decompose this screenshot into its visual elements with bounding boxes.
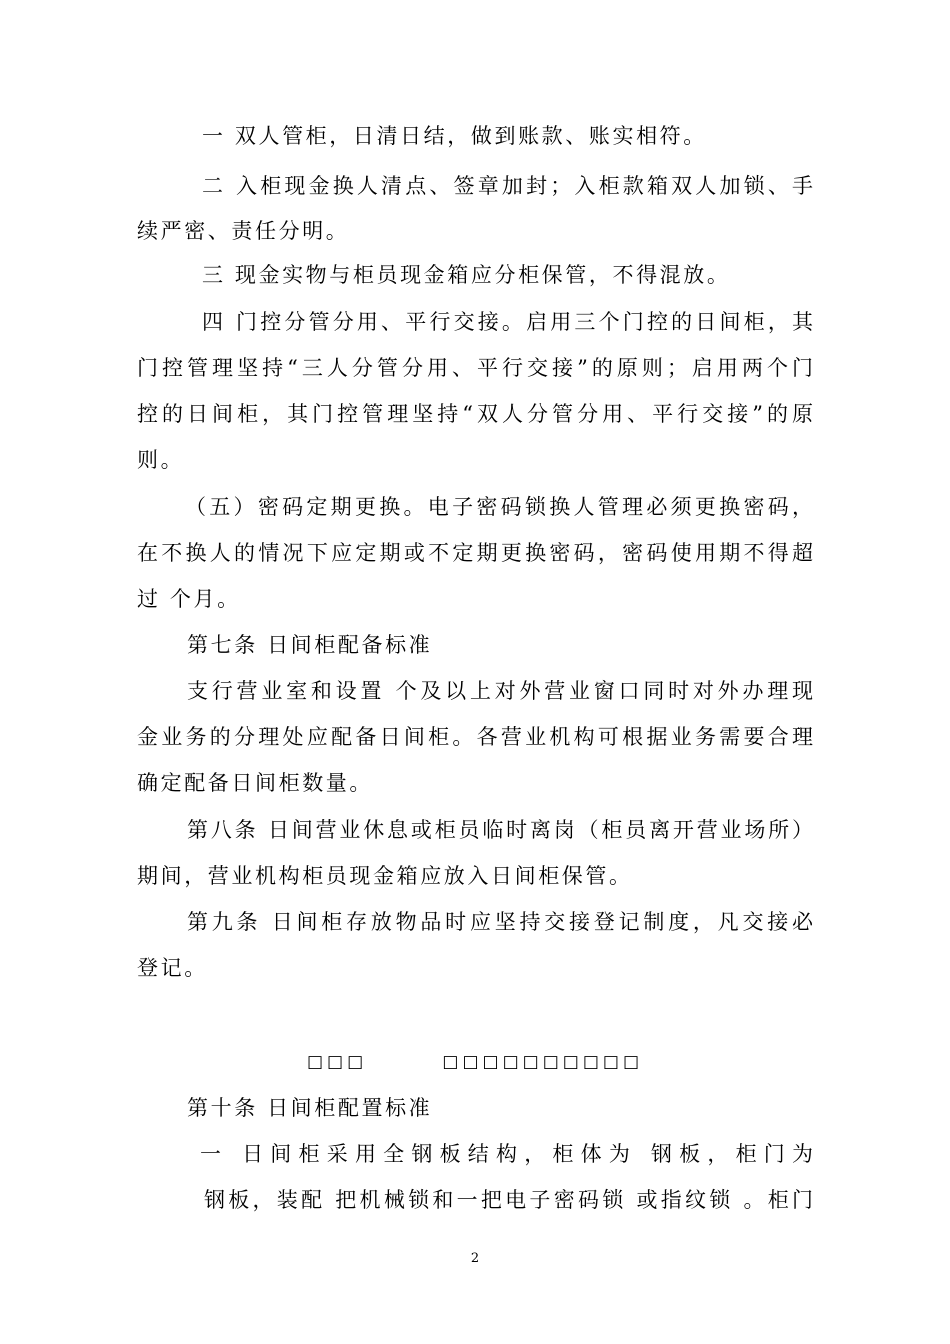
paragraph-line-15: 确定配备日间柜数量。 (137, 771, 373, 795)
paragraph-line-13: 支行营业室和设置 个及以上对外营业窗口同时对外办理现 (187, 679, 813, 703)
paragraph-line-8: 则。 (137, 448, 185, 472)
article-8-line-2: 期间，营业机构柜员现金箱应放入日间柜保管。 (137, 864, 633, 888)
article-8-line-1: 第八条 日间营业休息或柜员临时离岗（柜员离开营业场所） (187, 818, 813, 842)
paragraph-line-14: 金业务的分理处应配备日间柜。各营业机构可根据业务需要合理 (137, 725, 813, 749)
article-7-heading: 第七条 日间柜配备标准 (187, 633, 433, 657)
article-9-line-1: 第九条 日间柜存放物品时应坚持交接登记制度，凡交接必 (187, 910, 813, 934)
paragraph-line-5: 四 门控分管分用、平行交接。启用三个门控的日间柜，其 (202, 310, 813, 334)
section-heading-placeholder: □□□ □□□□□□□□□□ (307, 1052, 644, 1072)
article-10-heading: 第十条 日间柜配置标准 (187, 1096, 433, 1120)
paragraph-line-6: 门控管理坚持“三人分管分用、平行交接”的原则；启用两个门 (137, 356, 813, 380)
paragraph-line-23: 钢板，装配 把机械锁和一把电子密码锁 或指纹锁 。柜门 (204, 1188, 813, 1212)
paragraph-line-10: 在不换人的情况下应定期或不定期更换密码，密码使用期不得超 (137, 541, 813, 565)
paragraph-line-11: 过 个月。 (137, 587, 241, 611)
paragraph-line-22: 一 日间柜采用全钢板结构，柜体为 钢板，柜门为 (200, 1142, 813, 1166)
paragraph-line-4: 三 现金实物与柜员现金箱应分柜保管，不得混放。 (202, 263, 731, 287)
paragraph-line-1: 一 双人管柜，日清日结，做到账款、账实相符。 (202, 124, 707, 148)
paragraph-line-7: 控的日间柜，其门控管理坚持“双人分管分用、平行交接”的原 (137, 402, 813, 426)
paragraph-line-2: 二 入柜现金换人清点、签章加封；入柜款箱双人加锁、手 (202, 174, 813, 198)
paragraph-line-3: 续严密、责任分明。 (137, 219, 350, 243)
article-9-line-2: 登记。 (137, 956, 208, 980)
page-number: 2 (470, 1251, 480, 1266)
paragraph-line-9: （五）密码定期更换。电子密码锁换人管理必须更换密码， (185, 495, 813, 519)
